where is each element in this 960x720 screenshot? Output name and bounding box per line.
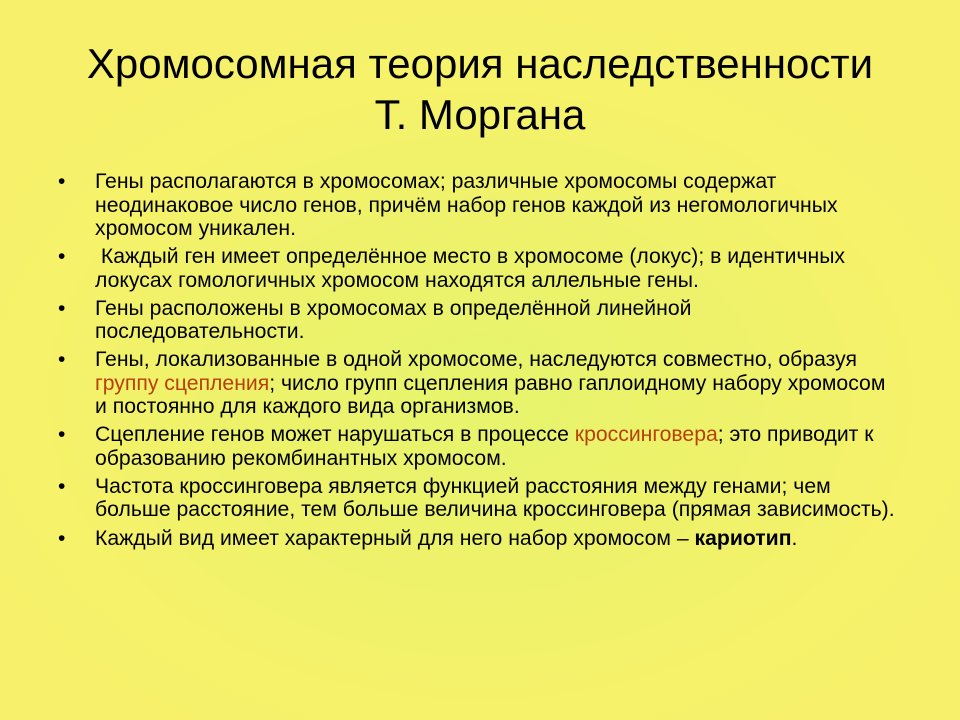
bullet-text: Каждый ген имеет определённое место в хромосоме (локус); в идентичных локусах гомологичных хромосом находятся аллельные гены. (95, 245, 851, 292)
bullet-point-icon: • (58, 348, 66, 372)
bullet-point-icon: • (58, 526, 66, 550)
bullet-list (58, 170, 898, 555)
title-line-1: Хромосомная теория наследственности (86, 40, 874, 87)
bullet-text-before: Сцепление генов может нарушаться в процессе (95, 423, 575, 447)
title-line-2: Т. Моргана (374, 91, 586, 138)
slide-title (40, 38, 920, 140)
linkage-group-term: группу сцепления (95, 371, 270, 395)
karyotype-term: кариотип (694, 526, 792, 550)
bullet-item-karyotype (58, 527, 898, 551)
bullet-text: Частота кроссинговера является функцией расстояния между генами; чем больше расстояние, тем больше величина кроссинговера (прямая зависимость). (95, 474, 895, 522)
bullet-text-before: Гены, локализованные в одной хромосоме, наследуются совместно, образуя (95, 348, 857, 372)
bullet-point-icon: • (58, 245, 66, 269)
bullet-point-icon: • (58, 474, 66, 498)
bullet-item-locus (58, 245, 898, 292)
bullet-item-genes-in-chromosomes (58, 170, 898, 241)
bullet-text: Гены расположены в хромосомах в определённой линейной последовательности. (95, 296, 692, 344)
bullet-text-after: ; число групп сцепления равно гаплоидному набору хромосом и постоянно для каждого вида организмов. (95, 371, 886, 419)
bullet-item-linear-order (58, 297, 898, 344)
bullet-text-before: Каждый вид имеет характерный для него набор хромосом – (95, 526, 695, 550)
bullet-item-crossing-over (58, 423, 898, 470)
bullet-item-crossing-over-frequency (58, 475, 898, 522)
bullet-item-linkage-group (58, 348, 898, 419)
bullet-point-icon: • (58, 296, 66, 320)
bullet-text-after: . (791, 526, 798, 550)
bullet-text: Гены располагаются в хромосомах; различные хромосомы содержат неодинаковое число генов, причём набор генов каждой из негомологичных хромосом уникален. (95, 170, 838, 240)
bullet-text-after: ; это приводит к образованию рекомбинантных хромосом. (95, 423, 874, 470)
bullet-point-icon: • (58, 423, 66, 447)
crossing-over-term: кроссинговера (574, 423, 718, 447)
bullet-point-icon: • (58, 170, 66, 193)
